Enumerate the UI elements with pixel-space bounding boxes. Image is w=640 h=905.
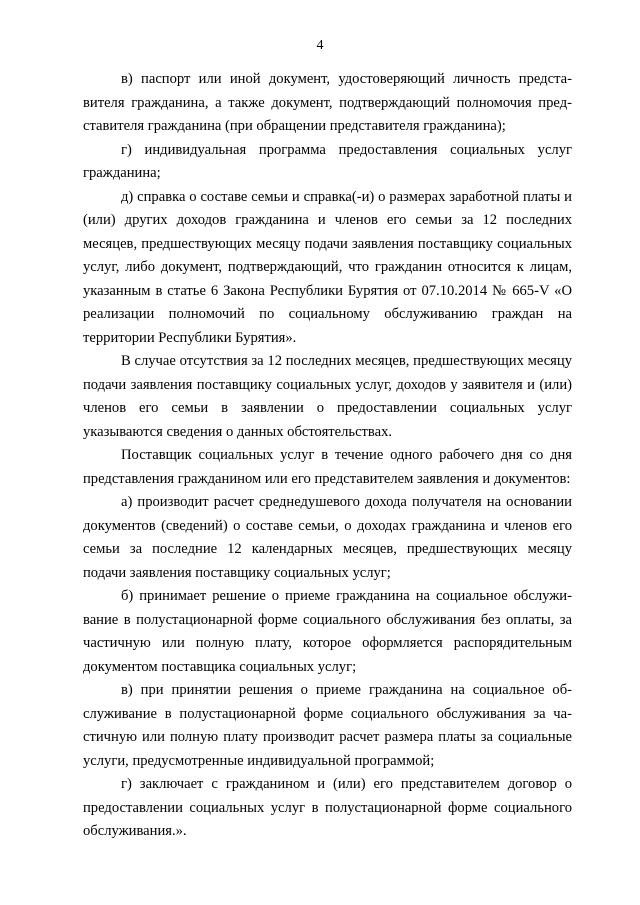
paragraph-family-income-certificate: д) справка о составе семьи и справка(-и) о размерах заработной платы и (или) других доходов гражданина и членов его семьи за 12 последних месяцев, предшествующих месяцу подачи заявления поставщику социальных услуг, либо документ, подтверждающий, что гражданин относится к лицам, указанным в статье 6 Закона Республики Бурятия от 07.10.2014 № 665-V «О реализации полномочий по социальному обслуживанию граждан на территории Республики Бурятия». (83, 188, 572, 346)
paragraph-provider-obligations: Поставщик социальных услуг в течение одного рабочего дня со дня представления гражданином или его представителем заявления и документов: (83, 447, 572, 487)
paragraph-income-calculation: а) производит расчет среднедушевого дохода получателя на основании документов (сведений) о составе семьи, о доходах гражданина и членов его семьи за последние 12 календарных месяцев, предшествующих месяцу подачи заявления поставщику социальных услуг; (83, 494, 572, 581)
paragraph-no-income-case: В случае отсутствия за 12 последних месяцев, предшествующих месяцу подачи заявления поставщику социальных услуг, доходов у заявителя и (или) членов его семьи в заявлении о предоставлении социальных услуг указываются сведения о данных обстоятельствах. (83, 353, 572, 440)
paragraph-payment-calculation: в) при принятии решения о приеме гражданина на социальное обслуживание в полустационарной форме социального обслуживания за частичную или полную плату производит расчет размера платы за социальные услуги, предусмотренные индивидуальной программой; (83, 682, 572, 769)
document-body (83, 68, 572, 844)
paragraph-admission-decision: б) принимает решение о приеме гражданина на социальное обслуживание в полустационарной форме социального обслуживания без оплаты, за частичную или полную плату, которое оформляется распорядительным документом поставщика социальных услуг; (83, 588, 572, 675)
paragraph-contract: г) заключает с гражданином и (или) его представителем договор о предоставлении социальных услуг в полустационарной форме социального обслуживания.». (83, 776, 572, 839)
page-number: 4 (316, 38, 324, 53)
paragraph-passport: в) паспорт или иной документ, удостоверяющий личность представителя гражданина, а также документ, подтверждающий полномочия представителя гражданина (при обращении представителя гражданина); (83, 71, 572, 134)
paragraph-individual-program: г) индивидуальная программа предоставления социальных услуг гражданина; (83, 141, 572, 181)
